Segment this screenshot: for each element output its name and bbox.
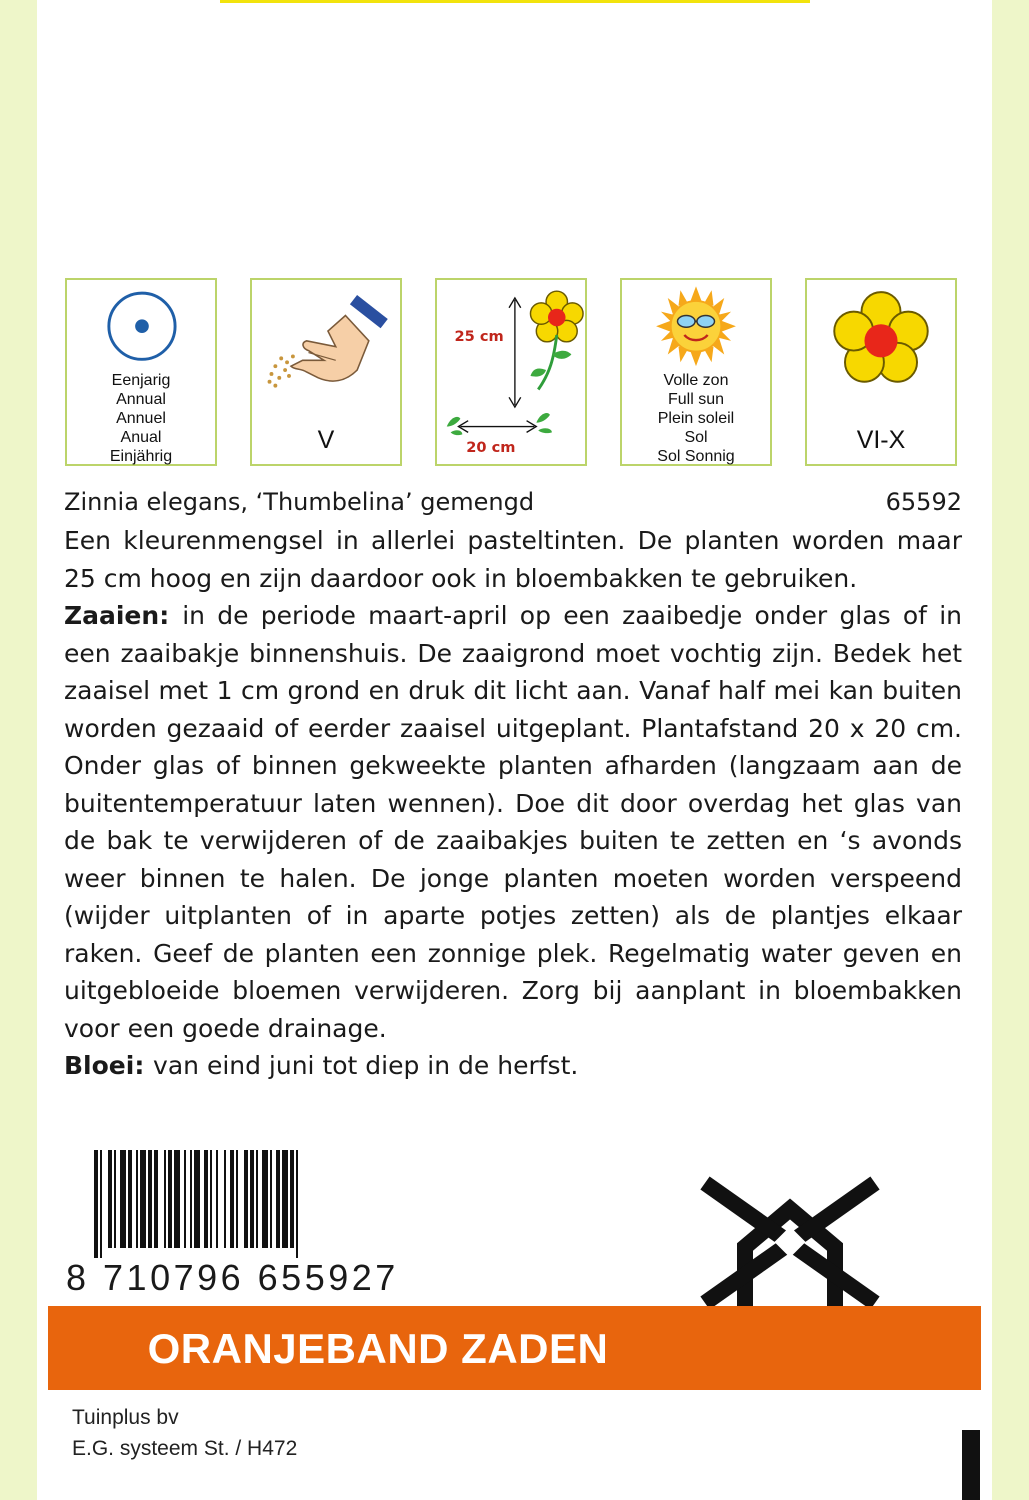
barcode-bar [216, 1150, 218, 1248]
barcode-bar [194, 1150, 200, 1248]
sun-line-3: Plein soleil [657, 410, 735, 427]
sowing-label: V [317, 426, 335, 454]
windmill-icon [695, 1175, 885, 1315]
black-marker-bar [962, 1430, 980, 1500]
barcode-bar [184, 1150, 186, 1248]
sowing-info-box [250, 278, 402, 466]
barcode-bar [136, 1150, 138, 1248]
barcode-bar [230, 1150, 234, 1248]
barcode-bars [62, 1150, 422, 1258]
barcode-bar [190, 1150, 192, 1248]
barcode-digits: 8 710796 655927 [66, 1257, 399, 1298]
spacing-info-box [435, 278, 587, 466]
annual-line-5: Einjährig [109, 448, 173, 465]
barcode-bar [148, 1150, 152, 1248]
sowing-heading: Zaaien [64, 601, 160, 630]
barcode-bar [290, 1150, 294, 1248]
barcode-bar [94, 1150, 98, 1258]
barcode-bar [224, 1150, 226, 1248]
annual-info-box [65, 278, 217, 466]
barcode-bar [140, 1150, 146, 1248]
sun-line-1: Volle zon [663, 372, 729, 389]
product-title-row [64, 484, 962, 520]
plant-spacing-icon [437, 280, 585, 464]
footer [72, 1402, 297, 1464]
brand-band [48, 1306, 981, 1390]
barcode-bar [164, 1150, 166, 1248]
flowering-label: VI-X [856, 426, 906, 454]
sowing-instructions: in de periode maart-april op een zaaibedje onder glas of in een zaaibakje binnenshuis. De zaaigrond moet vochtig zijn. Bedek het zaaisel met 1 cm grond en druk dit licht aan. Vanaf half mei kan buiten worden gezaaid of eerder zaaisel uitgeplant. Plantafstand 20 x 20 cm. Onder glas of binnen gekweekte planten afharden (langzaam aan de buitentemperatuur laten wennen). Doe dit door overdag het glas van de bak te verwijderen of de zaaibakjes buiten te zetten en ‘s avonds weer binnen te halen. De jonge planten moeten worden verspeend (wijder uitplanten of in aparte potjes zetten) als de plantjes elkaar raken. Geef de planten een zonnige plek. Regelmatig water geven en uitgebloeide bloemen verwijderen. Zorg bij aanplant in bloembakken voor een goede drainage. [64, 601, 963, 1043]
sun-line-5: Sol Sonnig [657, 448, 735, 465]
barcode-bar [250, 1150, 254, 1248]
intro-paragraph: Een kleurenmengsel in allerlei pasteltinten. De planten worden maar 25 cm hoog en zijn daardoor ook in bloembakken te gebruiken. [64, 526, 962, 593]
description-text [64, 522, 962, 1085]
annual-line-2: Annual [116, 391, 166, 408]
width-label: 20 cm [466, 438, 516, 456]
barcode-bar [174, 1150, 180, 1248]
barcode-bar [114, 1150, 116, 1248]
barcode [62, 1150, 422, 1300]
height-label: 25 cm [454, 327, 504, 345]
barcode-bar [100, 1150, 102, 1258]
barcode-bar [276, 1150, 280, 1248]
sowing-paragraph: Zaaien: in de periode maart-april op een zaaibedje onder glas of in een zaaibakje binnenshuis. De zaaigrond moet vochtig zijn. Bedek het zaaisel met 1 cm grond en druk dit licht aan. Vanaf half mei kan buiten worden gezaaid of eerder zaaisel uitgeplant. Plantafstand 20 x 20 cm. Onder glas of binnen gekweekte planten afharden (langzaam aan de buitentemperatuur laten wennen). Doe dit door overdag het glas van de bak te verwijderen of de zaaibakjes buiten te zetten en ‘s avonds weer binnen te halen. De jonge planten moeten worden verspeend (wijder uitplanten of in aparte potjes zetten) als de plantjes elkaar raken. Geef de planten een zonnige plek. Regelmatig water geven en uitgebloeide bloemen verwijderen. Zorg bij aanplant in bloembakken voor een goede drainage. [64, 601, 963, 1043]
sun-line-4: Sol [684, 429, 708, 446]
product-name: Zinnia elegans, ‘Thumbelina’ gemengd [64, 488, 535, 516]
barcode-bar [296, 1150, 298, 1258]
annual-line-1: Eenjarig [111, 372, 171, 389]
barcode-bar [168, 1150, 172, 1248]
barcode-bar [204, 1150, 208, 1248]
bloom-heading: Bloei [64, 1051, 135, 1080]
top-yellow-strip [220, 0, 810, 3]
company-name: Tuinplus bv [72, 1406, 179, 1429]
barcode-bar [256, 1150, 258, 1248]
bloom-period: van eind juni tot diep in de herfst. [153, 1051, 579, 1080]
barcode-bar [262, 1150, 268, 1248]
brand-name: ORANJEBAND ZADEN [147, 1325, 609, 1372]
bloom-paragraph: Bloei: van eind juni tot diep in de herfst. [64, 1051, 579, 1080]
small-flower-icon [530, 291, 583, 342]
barcode-bar [244, 1150, 248, 1248]
sun-info-box [620, 278, 772, 466]
flowering-info-box [805, 278, 957, 466]
barcode-bar [154, 1150, 158, 1248]
barcode-bar [282, 1150, 288, 1248]
annual-line-3: Annuel [116, 410, 166, 427]
product-code: 65592 [885, 488, 962, 516]
barcode-bar [120, 1150, 126, 1248]
barcode-bar [128, 1150, 132, 1248]
sun-line-2: Full sun [667, 391, 725, 408]
barcode-bar [108, 1150, 112, 1248]
barcode-bar [210, 1150, 212, 1248]
registration-text: E.G. systeem St. / H472 [72, 1437, 298, 1460]
info-icons-row [65, 278, 965, 470]
barcode-bar [236, 1150, 238, 1248]
barcode-bar [270, 1150, 272, 1248]
annual-line-4: Anual [120, 429, 162, 446]
